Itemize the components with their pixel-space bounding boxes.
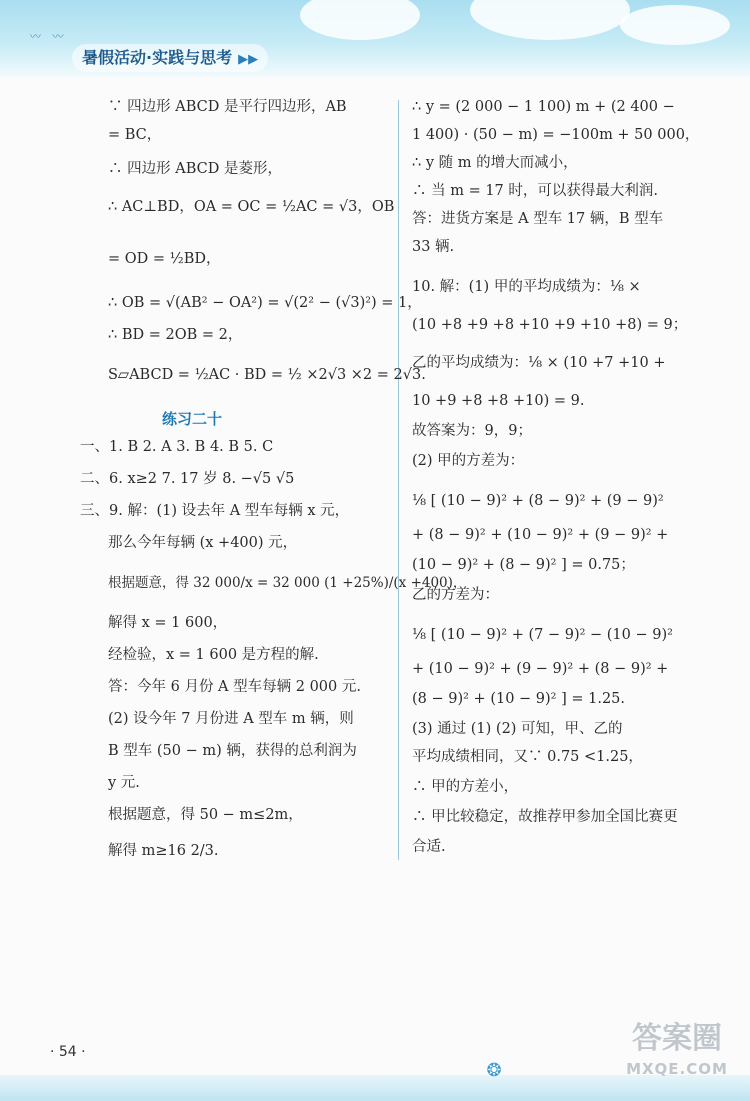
solution-line: 解得 x = 1 600， [108, 615, 228, 631]
solution-line: + (8 − 9)² + (10 − 9)² + (9 − 9)² + [412, 527, 669, 543]
answer-line: 三、9. 解：(1) 设去年 A 型车每辆 x 元， [80, 503, 350, 519]
solution-line: ∴ y 随 m 的增大而减小， [412, 155, 578, 171]
cloud-decoration [620, 5, 730, 45]
solution-line: (10 − 9)² + (8 − 9)² ] = 0.75； [412, 557, 635, 573]
solution-line: 解得 m≥16 2/3. [108, 843, 219, 859]
solution-line: 10 +9 +8 +8 +10) = 9. [412, 393, 585, 409]
solution-line: y 元. [108, 775, 140, 791]
page-number: · 54 · [50, 1044, 86, 1060]
solution-line: 根据题意，得 32 000/x = 32 000 (1 +25%)/(x +400)， [108, 575, 467, 591]
solution-line: (2) 甲的方差为： [412, 453, 525, 469]
sun-ornament-icon: ❂ [486, 1060, 502, 1081]
column-divider [398, 100, 399, 860]
solution-line: ⅛ [ (10 − 9)² + (7 − 9)² − (10 − 9)² [412, 627, 673, 643]
solution-line: 平均成绩相同，又∵ 0.75 <1.25， [412, 749, 643, 765]
solution-line: 1 400) · (50 − m) = −100m + 50 000， [412, 127, 700, 143]
solution-line: B 型车 (50 − m) 辆，获得的总利润为 [108, 743, 357, 759]
solution-line: ⅛ [ (10 − 9)² + (8 − 9)² + (9 − 9)² [412, 493, 664, 509]
proof-line: = BC， [108, 127, 162, 143]
solution-line: ∴ y = (2 000 − 1 100) m + (2 400 − [412, 99, 675, 115]
solution-line: 乙的方差为： [412, 587, 499, 603]
solution-line: 乙的平均成绩为：⅛ × (10 +7 +10 + [412, 355, 666, 371]
proof-line: ∴ AC⊥BD，OA = OC = ½AC = √3，OB [108, 199, 395, 215]
proof-line: = OD = ½BD， [108, 251, 221, 267]
proof-line: ∴ BD = 2OB = 2， [108, 327, 243, 343]
solution-line: (2) 设今年 7 月份进 A 型车 m 辆，则 [108, 711, 354, 727]
solution-line: ∴ 当 m = 17 时，可以获得最大利润. [412, 183, 659, 199]
solution-line: 故答案为：9，9； [412, 423, 532, 439]
title-text: 暑假活动·实践与思考 [82, 48, 233, 67]
watermark-url: MXQE.COM [626, 1060, 728, 1078]
proof-line: ∴ OB = √(AB² − OA²) = √(2² − (√3)²) = 1， [108, 295, 422, 311]
solution-line: 33 辆. [412, 239, 455, 255]
cloud-decoration [300, 0, 420, 40]
page-title [72, 44, 268, 72]
arrows-icon: ▶▶ [238, 52, 259, 67]
section-heading: 练习二十 [162, 410, 223, 428]
birds-decoration: 〰 〰 [30, 30, 68, 43]
answer-line: 一、1. B 2. A 3. B 4. B 5. C [80, 439, 274, 455]
proof-line: S▱ABCD = ½AC · BD = ½ ×2√3 ×2 = 2√3. [108, 367, 426, 383]
proof-line: ∴ 四边形 ABCD 是菱形， [108, 161, 282, 177]
solution-line: (8 − 9)² + (10 − 9)² ] = 1.25. [412, 691, 626, 707]
solution-line: (3) 通过 (1) (2) 可知，甲、乙的 [412, 721, 623, 737]
solution-line: (10 +8 +9 +8 +10 +9 +10 +8) = 9； [412, 317, 688, 333]
page-header-banner [0, 0, 750, 78]
solution-line: ∴ 甲比较稳定，故推荐甲参加全国比赛更 [412, 809, 678, 825]
solution-line: 答：进货方案是 A 型车 17 辆，B 型车 [412, 211, 664, 227]
proof-line: ∵ 四边形 ABCD 是平行四边形，AB [108, 99, 347, 115]
solution-line: 那么今年每辆 (x +400) 元， [108, 535, 298, 551]
solution-line: ∴ 甲的方差小， [412, 779, 519, 795]
watermark-text: 答案圈 [632, 1021, 722, 1056]
solution-line: 根据题意，得 50 − m≤2m， [108, 807, 303, 823]
watermark-logo [612, 1020, 742, 1094]
solution-line: 答：今年 6 月份 A 型车每辆 2 000 元. [108, 679, 361, 695]
cloud-decoration [470, 0, 630, 40]
solution-line: + (10 − 9)² + (9 − 9)² + (8 − 9)² + [412, 661, 669, 677]
solution-line: 10. 解：(1) 甲的平均成绩为：⅛ × [412, 279, 641, 295]
solution-line: 经检验，x = 1 600 是方程的解. [108, 647, 319, 663]
solution-line: 合适. [412, 839, 446, 855]
answer-line: 二、6. x≥2 7. 17 岁 8. −√5 √5 [80, 471, 295, 487]
